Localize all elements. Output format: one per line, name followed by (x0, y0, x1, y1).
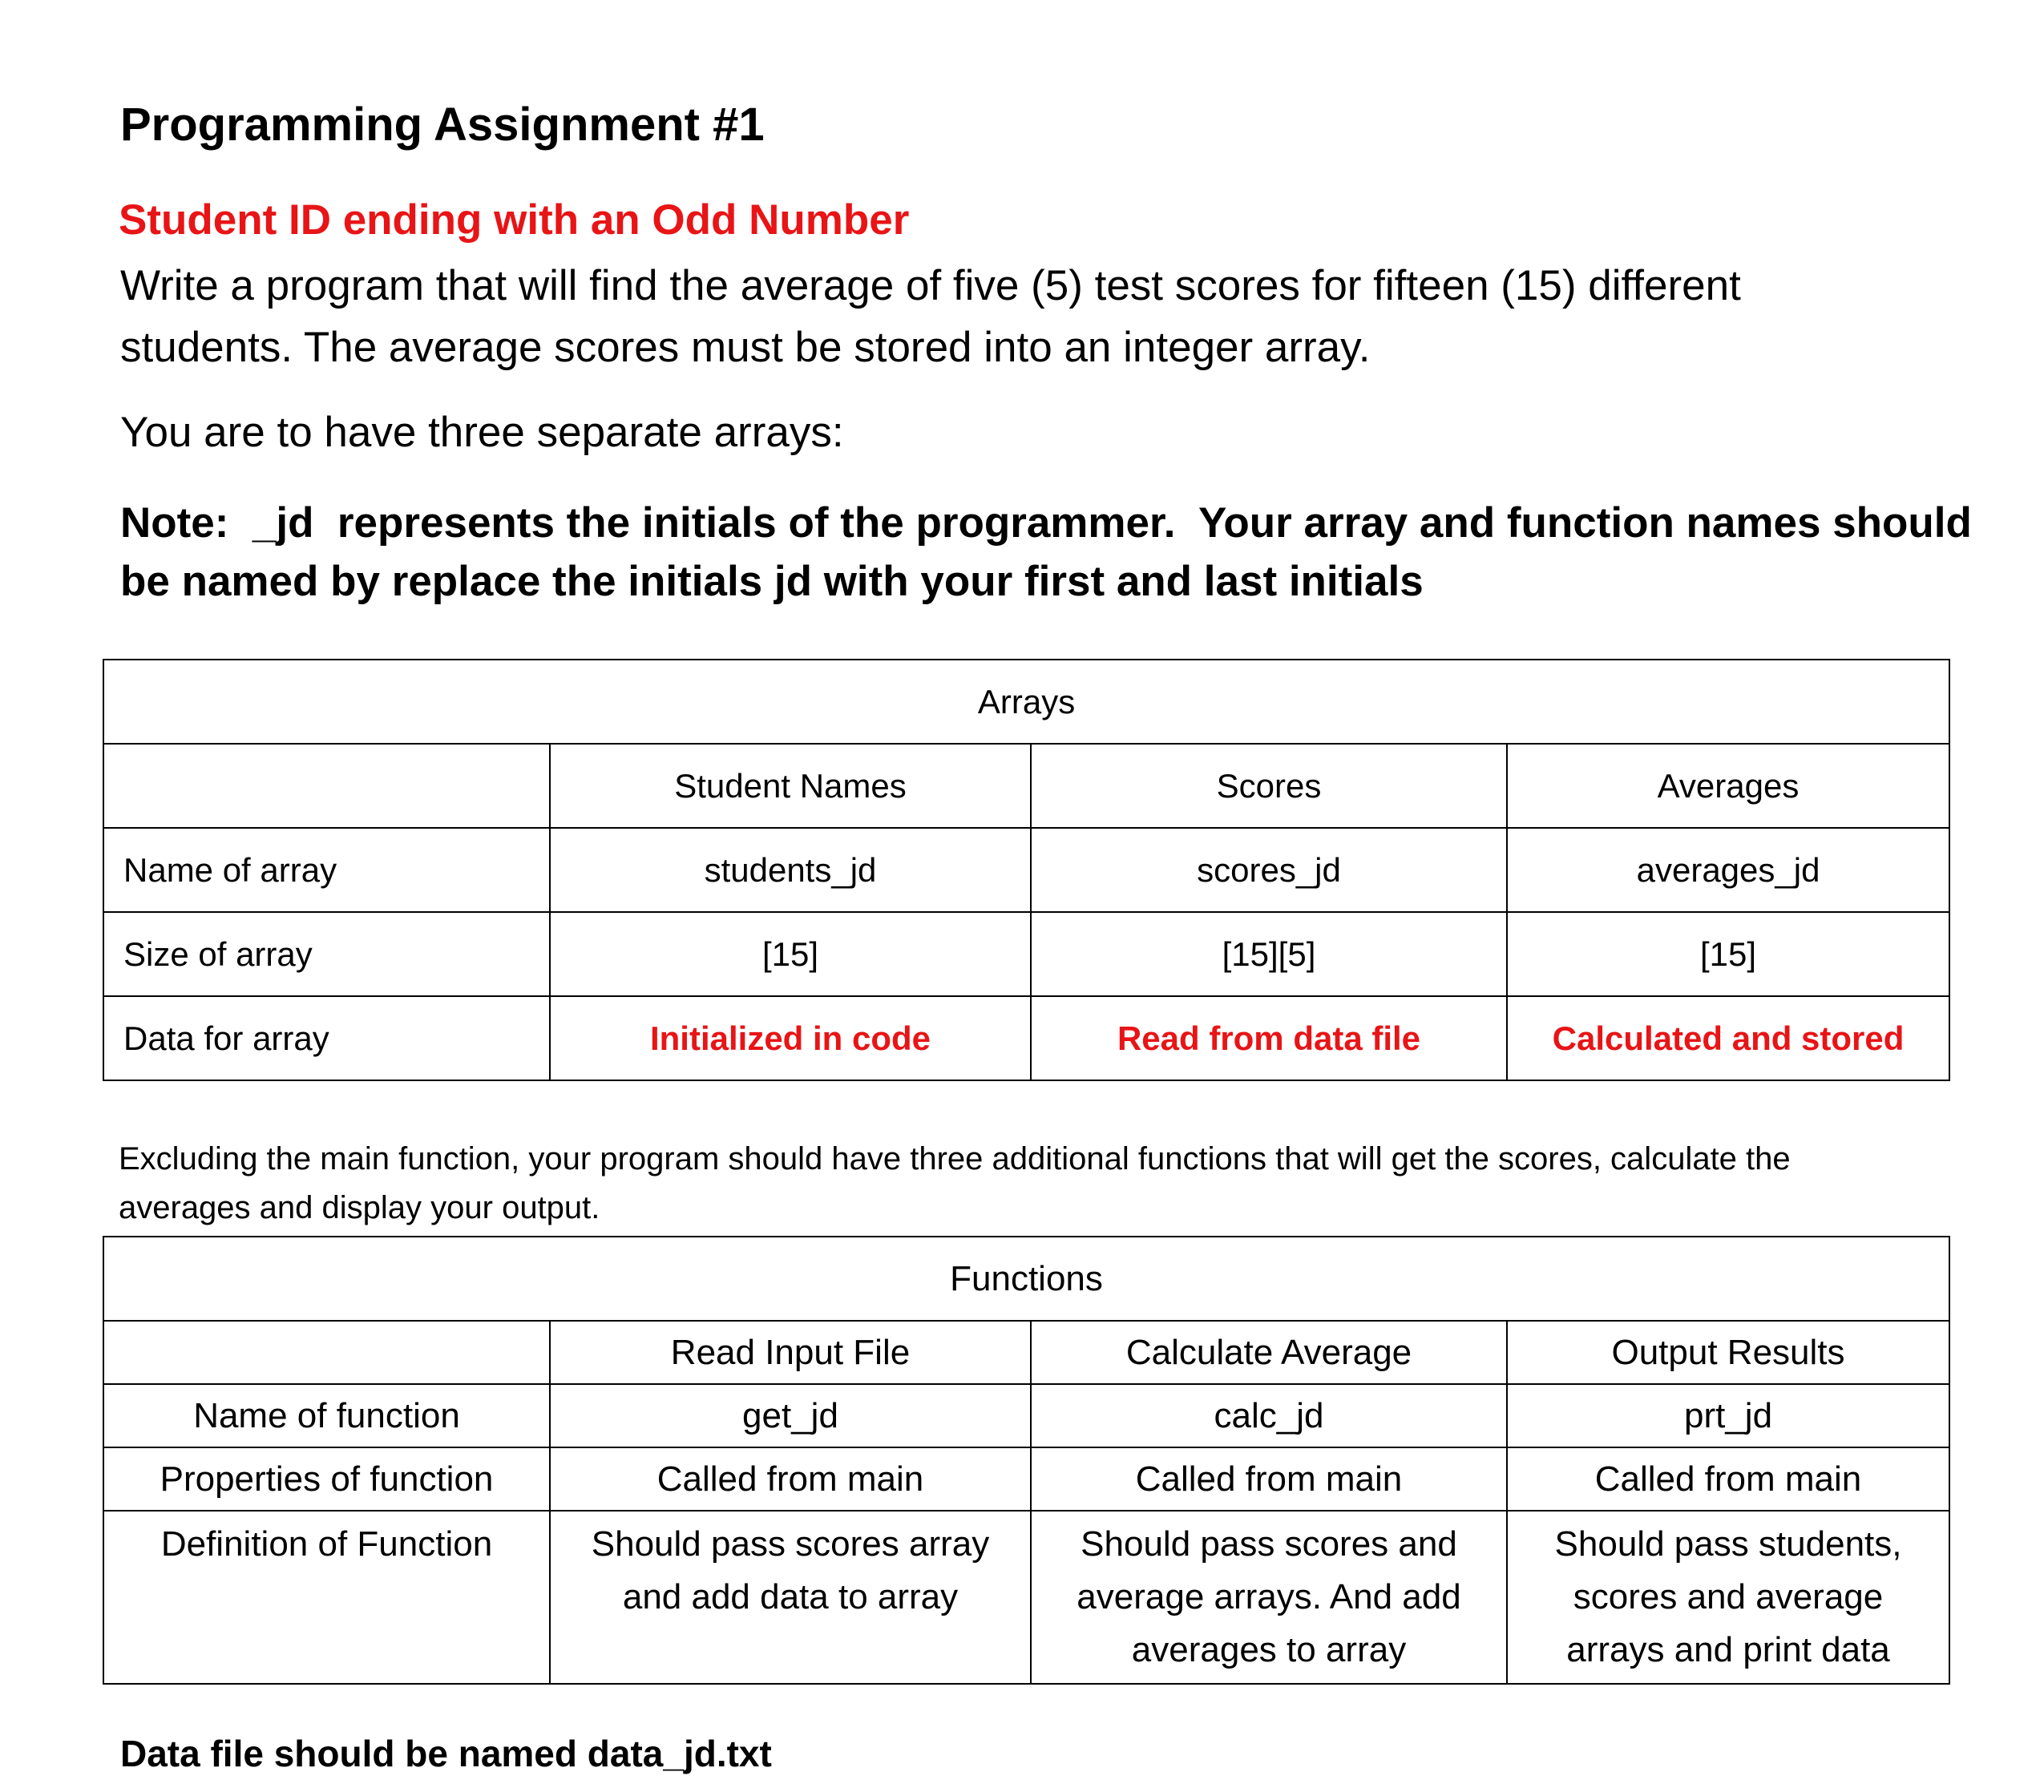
cell-line: arrays and print data (1566, 1630, 1890, 1669)
table-header-cell: Calculate Average (1031, 1321, 1507, 1384)
table-cell-highlight: Initialized in code (550, 996, 1031, 1080)
cell-line: Should pass scores array (591, 1524, 990, 1564)
table-header-cell: Student Names (550, 744, 1031, 828)
footer-note: Data file should be named data_jd.txt (120, 1733, 772, 1774)
functions-lead-line: Excluding the main function, your program should have three additional functions that will get the scores, calculate the (119, 1141, 1791, 1177)
table-cell: scores_jd (1031, 828, 1507, 912)
cell-line: Should pass students, (1554, 1524, 1902, 1564)
functions-table-caption: Functions (103, 1237, 1949, 1321)
table-cell: Called from main (1507, 1447, 1949, 1511)
note-line: be named by replace the initials jd with your first and last initials (120, 558, 1424, 605)
table-cell: [15][5] (1031, 912, 1507, 996)
table-cell: students_jd (550, 828, 1031, 912)
intro-line: students. The average scores must be stored into an integer array. (120, 324, 1371, 371)
table-cell-highlight: Calculated and stored (1507, 996, 1949, 1080)
subtitle: Student ID ending with an Odd Number (119, 196, 910, 244)
cell-line: and add data to array (622, 1577, 959, 1616)
arrays-lead-text: You are to have three separate arrays: (120, 409, 844, 456)
cell-line: average arrays. And add (1077, 1577, 1461, 1616)
table-row (103, 1511, 1949, 1684)
table-cell: averages_jd (1507, 828, 1949, 912)
note-line: Note: _jd represents the initials of the programmer. Your array and function names should (120, 499, 1972, 547)
table-cell: Called from main (550, 1447, 1031, 1511)
table-header-cell: Averages (1507, 744, 1949, 828)
table-cell (550, 1511, 1031, 1684)
row-label: Properties of function (103, 1447, 550, 1511)
table-cell (1507, 1511, 1949, 1684)
table-header-cell (103, 1321, 550, 1384)
arrays-table (103, 659, 1950, 1081)
functions-table (103, 1236, 1950, 1685)
page-title: Programming Assignment #1 (120, 99, 765, 151)
table-header-cell (103, 744, 550, 828)
table-row (103, 828, 1949, 912)
table-header-cell: Output Results (1507, 1321, 1949, 1384)
row-label: Name of array (103, 828, 550, 912)
table-row (103, 1447, 1949, 1511)
table-header-cell: Scores (1031, 744, 1507, 828)
cell-line: Should pass scores and (1081, 1524, 1457, 1564)
intro-paragraph (120, 255, 1964, 378)
functions-lead-paragraph (119, 1135, 1962, 1233)
table-header-cell: Read Input File (550, 1321, 1031, 1384)
table-cell: get_jd (550, 1384, 1031, 1447)
table-row (103, 996, 1949, 1080)
row-label: Data for array (103, 996, 550, 1080)
cell-line: scores and average (1573, 1577, 1884, 1616)
table-cell: Called from main (1031, 1447, 1507, 1511)
row-label: Name of function (103, 1384, 550, 1447)
table-cell: prt_jd (1507, 1384, 1949, 1447)
row-label: Size of array (103, 912, 550, 996)
table-cell: calc_jd (1031, 1384, 1507, 1447)
table-cell: [15] (550, 912, 1031, 996)
table-cell: [15] (1507, 912, 1949, 996)
table-row (103, 912, 1949, 996)
table-cell-highlight: Read from data file (1031, 996, 1507, 1080)
cell-line: averages to array (1131, 1630, 1407, 1669)
intro-line: Write a program that will find the average of five (5) test scores for fifteen (15) different (120, 262, 1741, 309)
table-cell (1031, 1511, 1507, 1684)
arrays-table-caption: Arrays (103, 660, 1949, 744)
row-label: Definition of Function (103, 1511, 550, 1684)
table-row (103, 1384, 1949, 1447)
note-paragraph (120, 494, 1988, 611)
functions-lead-line: averages and display your output. (119, 1190, 600, 1225)
